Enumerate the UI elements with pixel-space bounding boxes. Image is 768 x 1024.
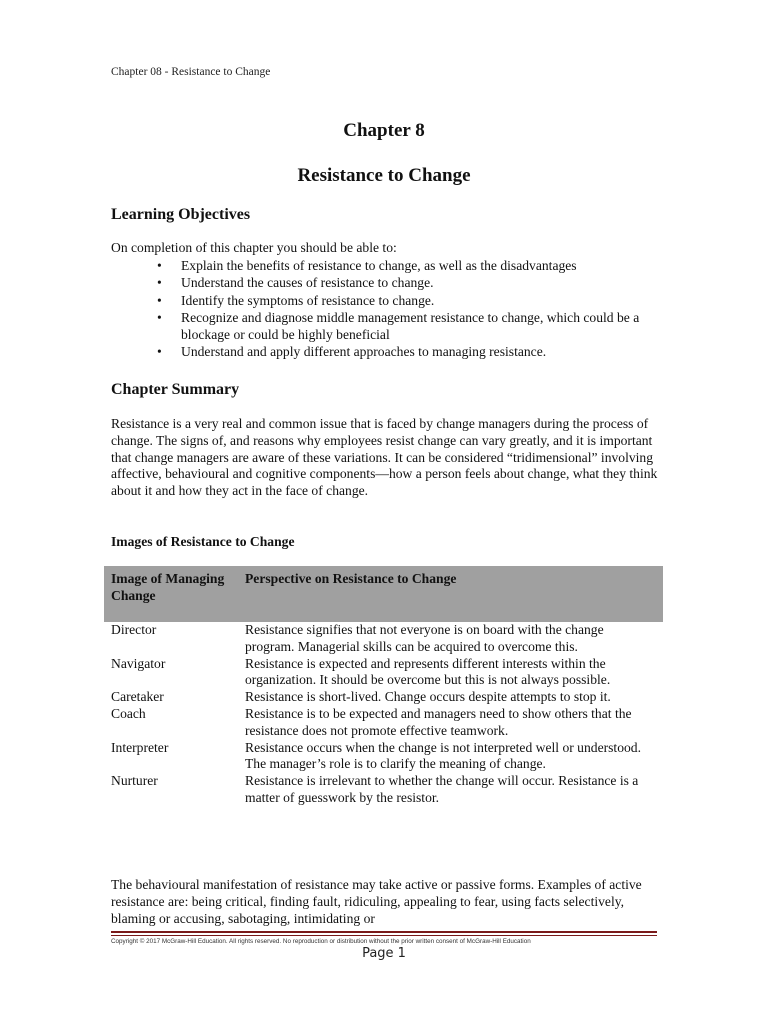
image-cell: Nurturer bbox=[111, 773, 158, 789]
image-cell: Interpreter bbox=[111, 739, 169, 755]
chapter-title: Resistance to Change bbox=[297, 165, 471, 186]
perspective-cell: Resistance signifies that not everyone is on board with the change program. Managerial skills can be acquired to overcome this. bbox=[245, 622, 604, 654]
image-cell: Navigator bbox=[111, 655, 166, 671]
copyright-notice: Copyright © 2017 McGraw-Hill Education. All rights reserved. No reproduction or distribution without the prior written consent of McGraw-Hill Education bbox=[111, 938, 531, 945]
footer-divider bbox=[111, 935, 657, 936]
table-row bbox=[104, 740, 663, 774]
image-cell: Coach bbox=[111, 705, 146, 721]
perspective-cell: Resistance is to be expected and managers need to show others that the resistance does not promote effective teamwork. bbox=[245, 705, 632, 738]
bullet-icon: • bbox=[157, 310, 162, 326]
image-cell: Director bbox=[111, 622, 157, 637]
objective-text: Understand and apply different approaches to managing resistance. bbox=[181, 344, 547, 360]
objective-text: Explain the benefits of resistance to change, as well as the disadvantages bbox=[181, 258, 577, 273]
table-row bbox=[104, 656, 663, 690]
image-cell: Caretaker bbox=[111, 689, 164, 705]
list-item bbox=[111, 258, 659, 275]
list-item bbox=[111, 293, 659, 310]
footer-divider bbox=[111, 931, 657, 933]
images-of-resistance-table bbox=[104, 566, 663, 807]
chapter-summary-paragraph: Resistance is a very real and common issue that is faced by change managers during the process of change. The signs of, and reasons why employees resist change can vary greatly, and it is important that change managers are aware of these variations. It can be considered “tridimensional” involving affective, behavioural and cognitive components—how a person feels about change, what they think about it and how they act in the face of change. bbox=[111, 416, 658, 499]
chapter-summary-heading: Chapter Summary bbox=[111, 381, 240, 398]
objective-text: Identify the symptoms of resistance to change. bbox=[181, 292, 435, 308]
objective-text: Understand the causes of resistance to change. bbox=[181, 275, 434, 291]
objectives-intro: On completion of this chapter you should be able to: bbox=[111, 240, 397, 255]
table-row bbox=[104, 689, 663, 706]
table-row bbox=[104, 773, 663, 807]
running-header: Chapter 08 - Resistance to Change bbox=[111, 66, 271, 78]
chapter-number: Chapter 8 bbox=[343, 120, 425, 141]
table-header-row bbox=[104, 566, 663, 622]
images-table-heading: Images of Resistance to Change bbox=[111, 534, 295, 549]
objective-text: Recognize and diagnose middle management resistance to change, which could be a blockage or could be highly beneficial bbox=[181, 310, 640, 342]
perspective-cell: Resistance is expected and represents different interests within the organization. It should be overcome but this is not always possible. bbox=[245, 655, 611, 688]
column-header-image: Image of Managing Change bbox=[104, 566, 238, 622]
perspective-cell: Resistance is irrelevant to whether the change will occur. Resistance is a matter of guesswork by the resistor. bbox=[245, 773, 639, 805]
bullet-icon: • bbox=[157, 292, 162, 308]
list-item bbox=[111, 344, 659, 361]
list-item bbox=[111, 275, 659, 292]
perspective-cell: Resistance occurs when the change is not interpreted well or understood. The manager’s role is to clarify the meaning of change. bbox=[245, 739, 641, 772]
bullet-icon: • bbox=[157, 258, 162, 273]
perspective-cell: Resistance is short-lived. Change occurs despite attempts to stop it. bbox=[245, 689, 611, 705]
objectives-list bbox=[111, 258, 659, 362]
table-row bbox=[104, 622, 663, 656]
learning-objectives-heading: Learning Objectives bbox=[111, 206, 251, 223]
page-number: Page 1 bbox=[362, 946, 406, 961]
column-header-perspective: Perspective on Resistance to Change bbox=[238, 566, 663, 622]
closing-paragraph: The behavioural manifestation of resistance may take active or passive forms. Examples of active resistance are: being critical, finding fault, ridiculing, appealing to fear, using facts selectively, blaming or accusing, sabotaging, intimidating or bbox=[111, 877, 642, 926]
bullet-icon: • bbox=[157, 275, 162, 291]
list-item bbox=[111, 310, 659, 344]
bullet-icon: • bbox=[157, 344, 162, 360]
table-row bbox=[104, 706, 663, 740]
